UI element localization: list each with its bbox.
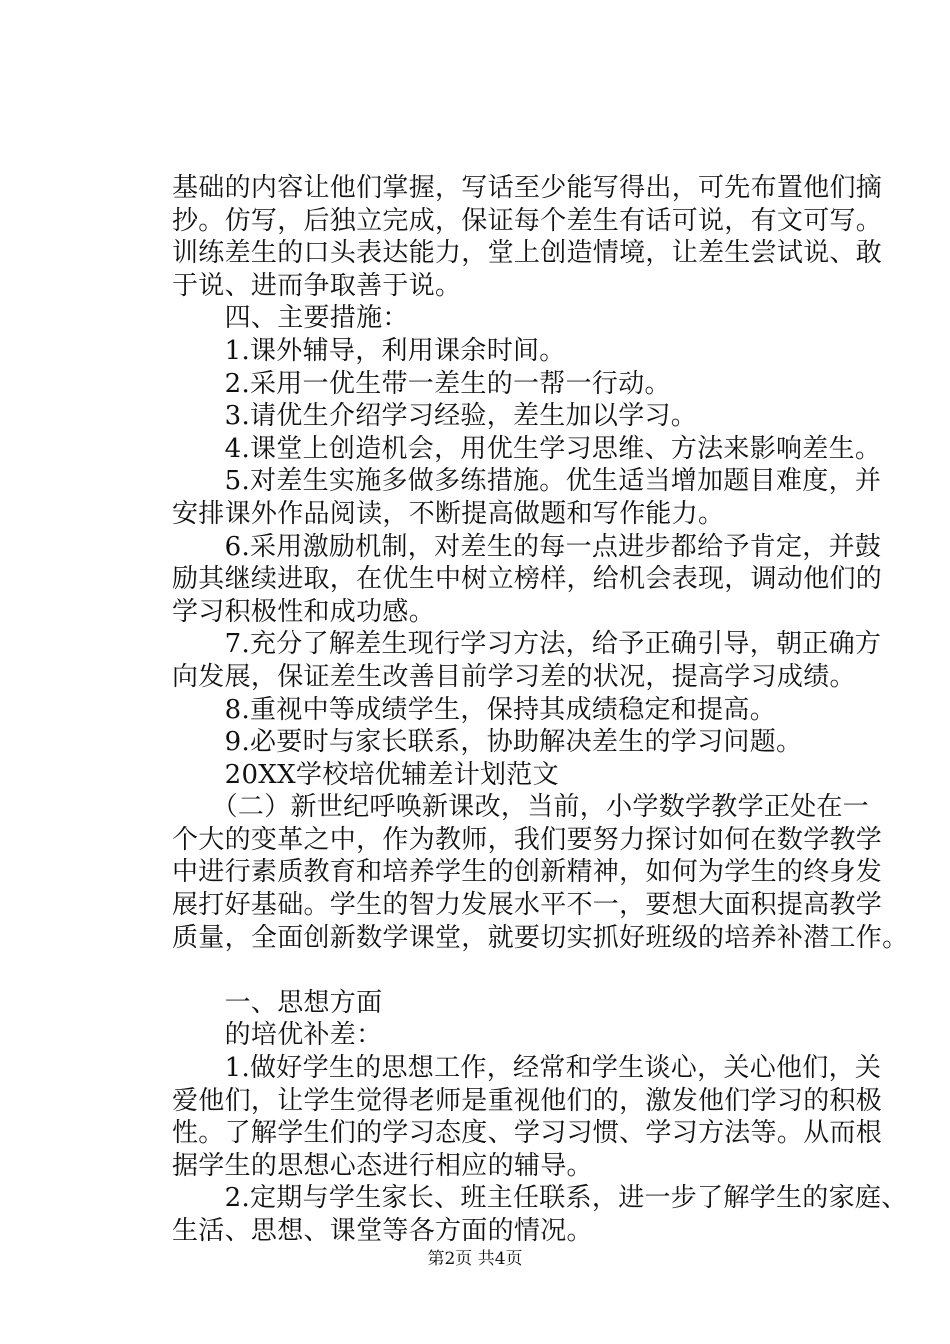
text-line: 训练差生的口头表达能力，堂上创造情境，让差生尝试说、敢 bbox=[172, 238, 883, 269]
text-line: 4.课堂上创造机会，用优生学习思维、方法来影响差生。 bbox=[172, 433, 882, 464]
text-line: 中进行素质教育和培养学生的创新精神，如何为学生的终身发 bbox=[172, 857, 883, 888]
text-line: 20XX学校培优辅差计划范文 bbox=[172, 759, 559, 790]
text-line: 四、主要措施： bbox=[172, 303, 409, 334]
text-line: 1.课外辅导，利用课余时间。 bbox=[172, 335, 566, 366]
blank-line bbox=[172, 954, 852, 987]
text-line: 基础的内容让他们掌握，写话至少能写得出，可先布置他们摘 bbox=[172, 173, 883, 203]
text-line: 2.定期与学生家长、班主任联系，进一步了解学生的家庭、 bbox=[172, 1183, 908, 1214]
text-line: 安排课外作品阅读，不断提高做题和写作能力。 bbox=[172, 498, 725, 529]
text-line: 一、思想方面 bbox=[172, 987, 383, 1018]
text-line: 质量，全面创新数学课堂，就要切实抓好班级的培养补潜工作。 bbox=[172, 922, 909, 953]
document-body bbox=[172, 172, 909, 1248]
text-line: 5.对差生实施多做多练措施。优生适当增加题目难度，并 bbox=[172, 466, 882, 497]
page-number: 第2页 共4页 bbox=[427, 1249, 523, 1269]
text-line: 性。了解学生们的学习态度、学习习惯、学习方法等。从而根 bbox=[172, 1118, 883, 1149]
text-line: （二）新世纪呼唤新课改，当前，小学数学教学正处在一 bbox=[172, 792, 870, 823]
text-line: 1.做好学生的思想工作，经常和学生谈心，关心他们，关 bbox=[172, 1053, 882, 1084]
text-line: 展打好基础。学生的智力发展水平不一，要想大面积提高教学 bbox=[172, 890, 883, 921]
text-line: 7.充分了解差生现行学习方法，给予正确引导，朝正确方 bbox=[172, 629, 882, 660]
text-line: 个大的变革之中，作为教师，我们要努力探讨如何在数学教学 bbox=[172, 824, 883, 855]
text-line: 8.重视中等成绩学生，保持其成绩稳定和提高。 bbox=[172, 694, 777, 725]
text-line: 9.必要时与家长联系，协助解决差生的学习问题。 bbox=[172, 727, 803, 758]
text-line: 2.采用一优生带一差生的一帮一行动。 bbox=[172, 368, 671, 399]
text-line: 6.采用激励机制，对差生的每一点进步都给予肯定，并鼓 bbox=[172, 531, 882, 562]
text-line: 向发展，保证差生改善目前学习差的状况，提高学习成绩。 bbox=[172, 661, 856, 692]
text-line: 于说、进而争取善于说。 bbox=[172, 270, 462, 301]
text-line: 学习积极性和成功感。 bbox=[172, 596, 436, 627]
text-line: 抄。仿写，后独立完成，保证每个差生有话可说，有文可写。 bbox=[172, 205, 883, 236]
text-line: 励其继续进取，在优生中树立榜样，给机会表现，调动他们的 bbox=[172, 564, 883, 595]
text-line: 生活、思想、课堂等各方面的情况。 bbox=[172, 1216, 593, 1246]
text-line: 3.请优生介绍学习经验，差生加以学习。 bbox=[172, 401, 698, 432]
text-line: 据学生的思想心态进行相应的辅导。 bbox=[172, 1150, 593, 1181]
text-line: 的培优补差： bbox=[172, 1020, 383, 1051]
text-line: 爱他们，让学生觉得老师是重视他们的，激发他们学习的积极 bbox=[172, 1085, 883, 1116]
